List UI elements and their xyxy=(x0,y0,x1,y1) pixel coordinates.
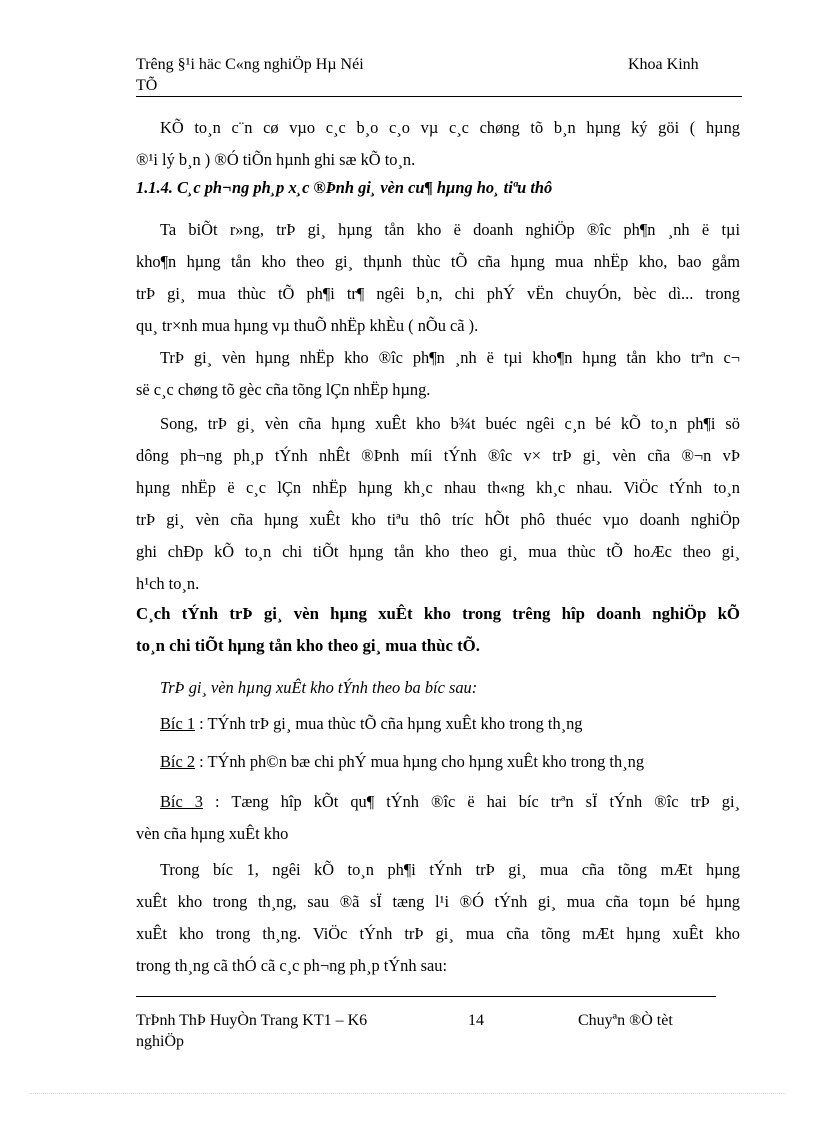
text-line: së c¸c chøng tõ gèc cña tõng lÇn nhËp hµng. xyxy=(136,380,431,399)
text-line: xuÊt kho trong th¸ng. ViÖc tÝnh trÞ gi¸ mua cña tõng mÆt hµng xuÊt kho xyxy=(136,924,740,943)
text-line: Song, trÞ gi¸ vèn cña hµng xuÊt kho b¾t buéc ngêi c¸n bé kÕ to¸n ph¶i sö xyxy=(160,414,740,433)
step-3-label: Bíc 3 xyxy=(160,792,203,811)
paragraph-step-one-detail xyxy=(136,854,740,982)
section-heading: 1.1.4. C¸c ph¬ng ph¸p x¸c ®Þnh gi¸ vèn cu¶ hµng ho¸ tiªu thô xyxy=(136,178,553,197)
header-faculty: Khoa Kinh xyxy=(628,56,699,73)
text-line: h¹ch to¸n. xyxy=(136,574,200,593)
footer-rule xyxy=(136,996,716,997)
step-3-continued: vèn cña hµng xuÊt kho xyxy=(136,824,289,843)
header-rule xyxy=(136,96,742,97)
text-line: xuÊt kho trong th¸ng, sau ®ã sÏ tæng l¹i ®Ó tÝnh gi¸ mua cña toµn bé hµng xyxy=(136,892,740,911)
header-school-name-continued: TÕ xyxy=(136,77,158,94)
step-3-text: : Tæng hîp kÕt qu¶ tÝnh ®îc ë hai bíc trªn sÏ tÝnh ®îc trÞ gi¸ xyxy=(203,792,740,811)
step-2-label: Bíc 2 xyxy=(160,752,196,771)
text-line: dông ph¬ng ph¸p tÝnh nhÊt ®Þnh míi tÝnh ®îc v× trÞ gi¸ vèn cña ®¬n vÞ xyxy=(136,446,740,465)
footer-author: TrÞnh ThÞ HuyÒn Trang KT1 – K6 xyxy=(136,1012,368,1029)
step-1-label: Bíc 1 xyxy=(160,714,196,733)
page-number: 14 xyxy=(468,1012,484,1029)
header-school-name: Trêng §¹i häc C«ng nghiÖp Hµ Néi xyxy=(136,56,364,73)
step-1 xyxy=(136,708,740,740)
text-line: Ta biÕt r»ng, trÞ gi¸ hµng tån kho ë doanh nghiÖp ®îc ph¶n ¸nh ë tµi xyxy=(160,220,740,239)
paragraph-inventory-value xyxy=(136,214,740,342)
step-2-text: : TÝnh ph©n bæ chi phÝ mua hµng cho hµng xuÊt kho trong th¸ng xyxy=(195,752,645,771)
text-line: TrÞ gi¸ vèn hµng xuÊt kho tÝnh theo ba bíc sau: xyxy=(160,678,478,697)
paragraph-intro xyxy=(136,112,740,176)
text-line: kho¶n hµng tån kho theo gi¸ thµnh thùc tÕ cña hµng mua nhËp kho, bao gåm xyxy=(136,252,740,271)
text-line: qu¸ tr×nh mua hµng vµ thuÕ nhËp khÈu ( nÕu cã ). xyxy=(136,316,479,335)
text-line: KÕ to¸n c¨n cø vµo c¸c b¸o c¸o vµ c¸c chøng tõ b¸n hµng ký göi ( hµng xyxy=(160,118,740,137)
page-edge-divider xyxy=(30,1093,786,1094)
text-line: ghi chÐp kÕ to¸n chi tiÕt hµng tån kho theo gi¸ mua thùc tÕ hoÆc theo gi¸ xyxy=(136,542,740,561)
paragraph-import-cost xyxy=(136,342,740,406)
text-line: trong th¸ng cã thÓ cã c¸c ph¬ng ph¸p tÝnh sau: xyxy=(136,956,448,975)
paragraph-export-cost xyxy=(136,408,740,600)
text-line: TrÞ gi¸ vèn hµng nhËp kho ®îc ph¶n ¸nh ë tµi kho¶n hµng tån kho trªn c¬ xyxy=(160,348,740,367)
steps-intro xyxy=(136,672,740,704)
text-line: trÞ gi¸ mua thùc tÕ ph¶i tr¶ ngêi b¸n, chi phÝ vËn chuyÓn, bèc dì... trong xyxy=(136,284,740,303)
text-line: to¸n chi tiÕt hµng tån kho theo gi¸ mua thùc tÕ. xyxy=(136,636,480,655)
text-line: ®¹i lý b¸n ) ®Ó tiÕn hµnh ghi sæ kÕ to¸n. xyxy=(136,150,416,169)
step-2 xyxy=(136,746,740,778)
step-1-text: : TÝnh trÞ gi¸ mua thùc tÕ cña hµng xuÊt kho trong th¸ng xyxy=(195,714,583,733)
text-line: Trong bíc 1, ngêi kÕ to¸n ph¶i tÝnh trÞ gi¸ mua cña tõng mÆt hµng xyxy=(160,860,740,879)
footer-author-continued: nghiÖp xyxy=(136,1033,184,1050)
text-line: C¸ch tÝnh trÞ gi¸ vèn hµng xuÊt kho trong trêng hîp doanh nghiÖp kÕ xyxy=(136,604,740,623)
step-3 xyxy=(136,786,740,850)
text-line: hµng nhËp ë c¸c lÇn nhËp hµng kh¸c nhau th«ng kh¸c nhau. ViÖc tÝnh to¸n xyxy=(136,478,740,497)
text-line: trÞ gi¸ vèn cña hµng xuÊt kho tiªu thô tríc hÕt phô thuéc vµo doanh nghiÖp xyxy=(136,510,740,529)
bold-subheading xyxy=(136,598,740,662)
footer-document-type: Chuyªn ®Ò tèt xyxy=(578,1012,673,1029)
